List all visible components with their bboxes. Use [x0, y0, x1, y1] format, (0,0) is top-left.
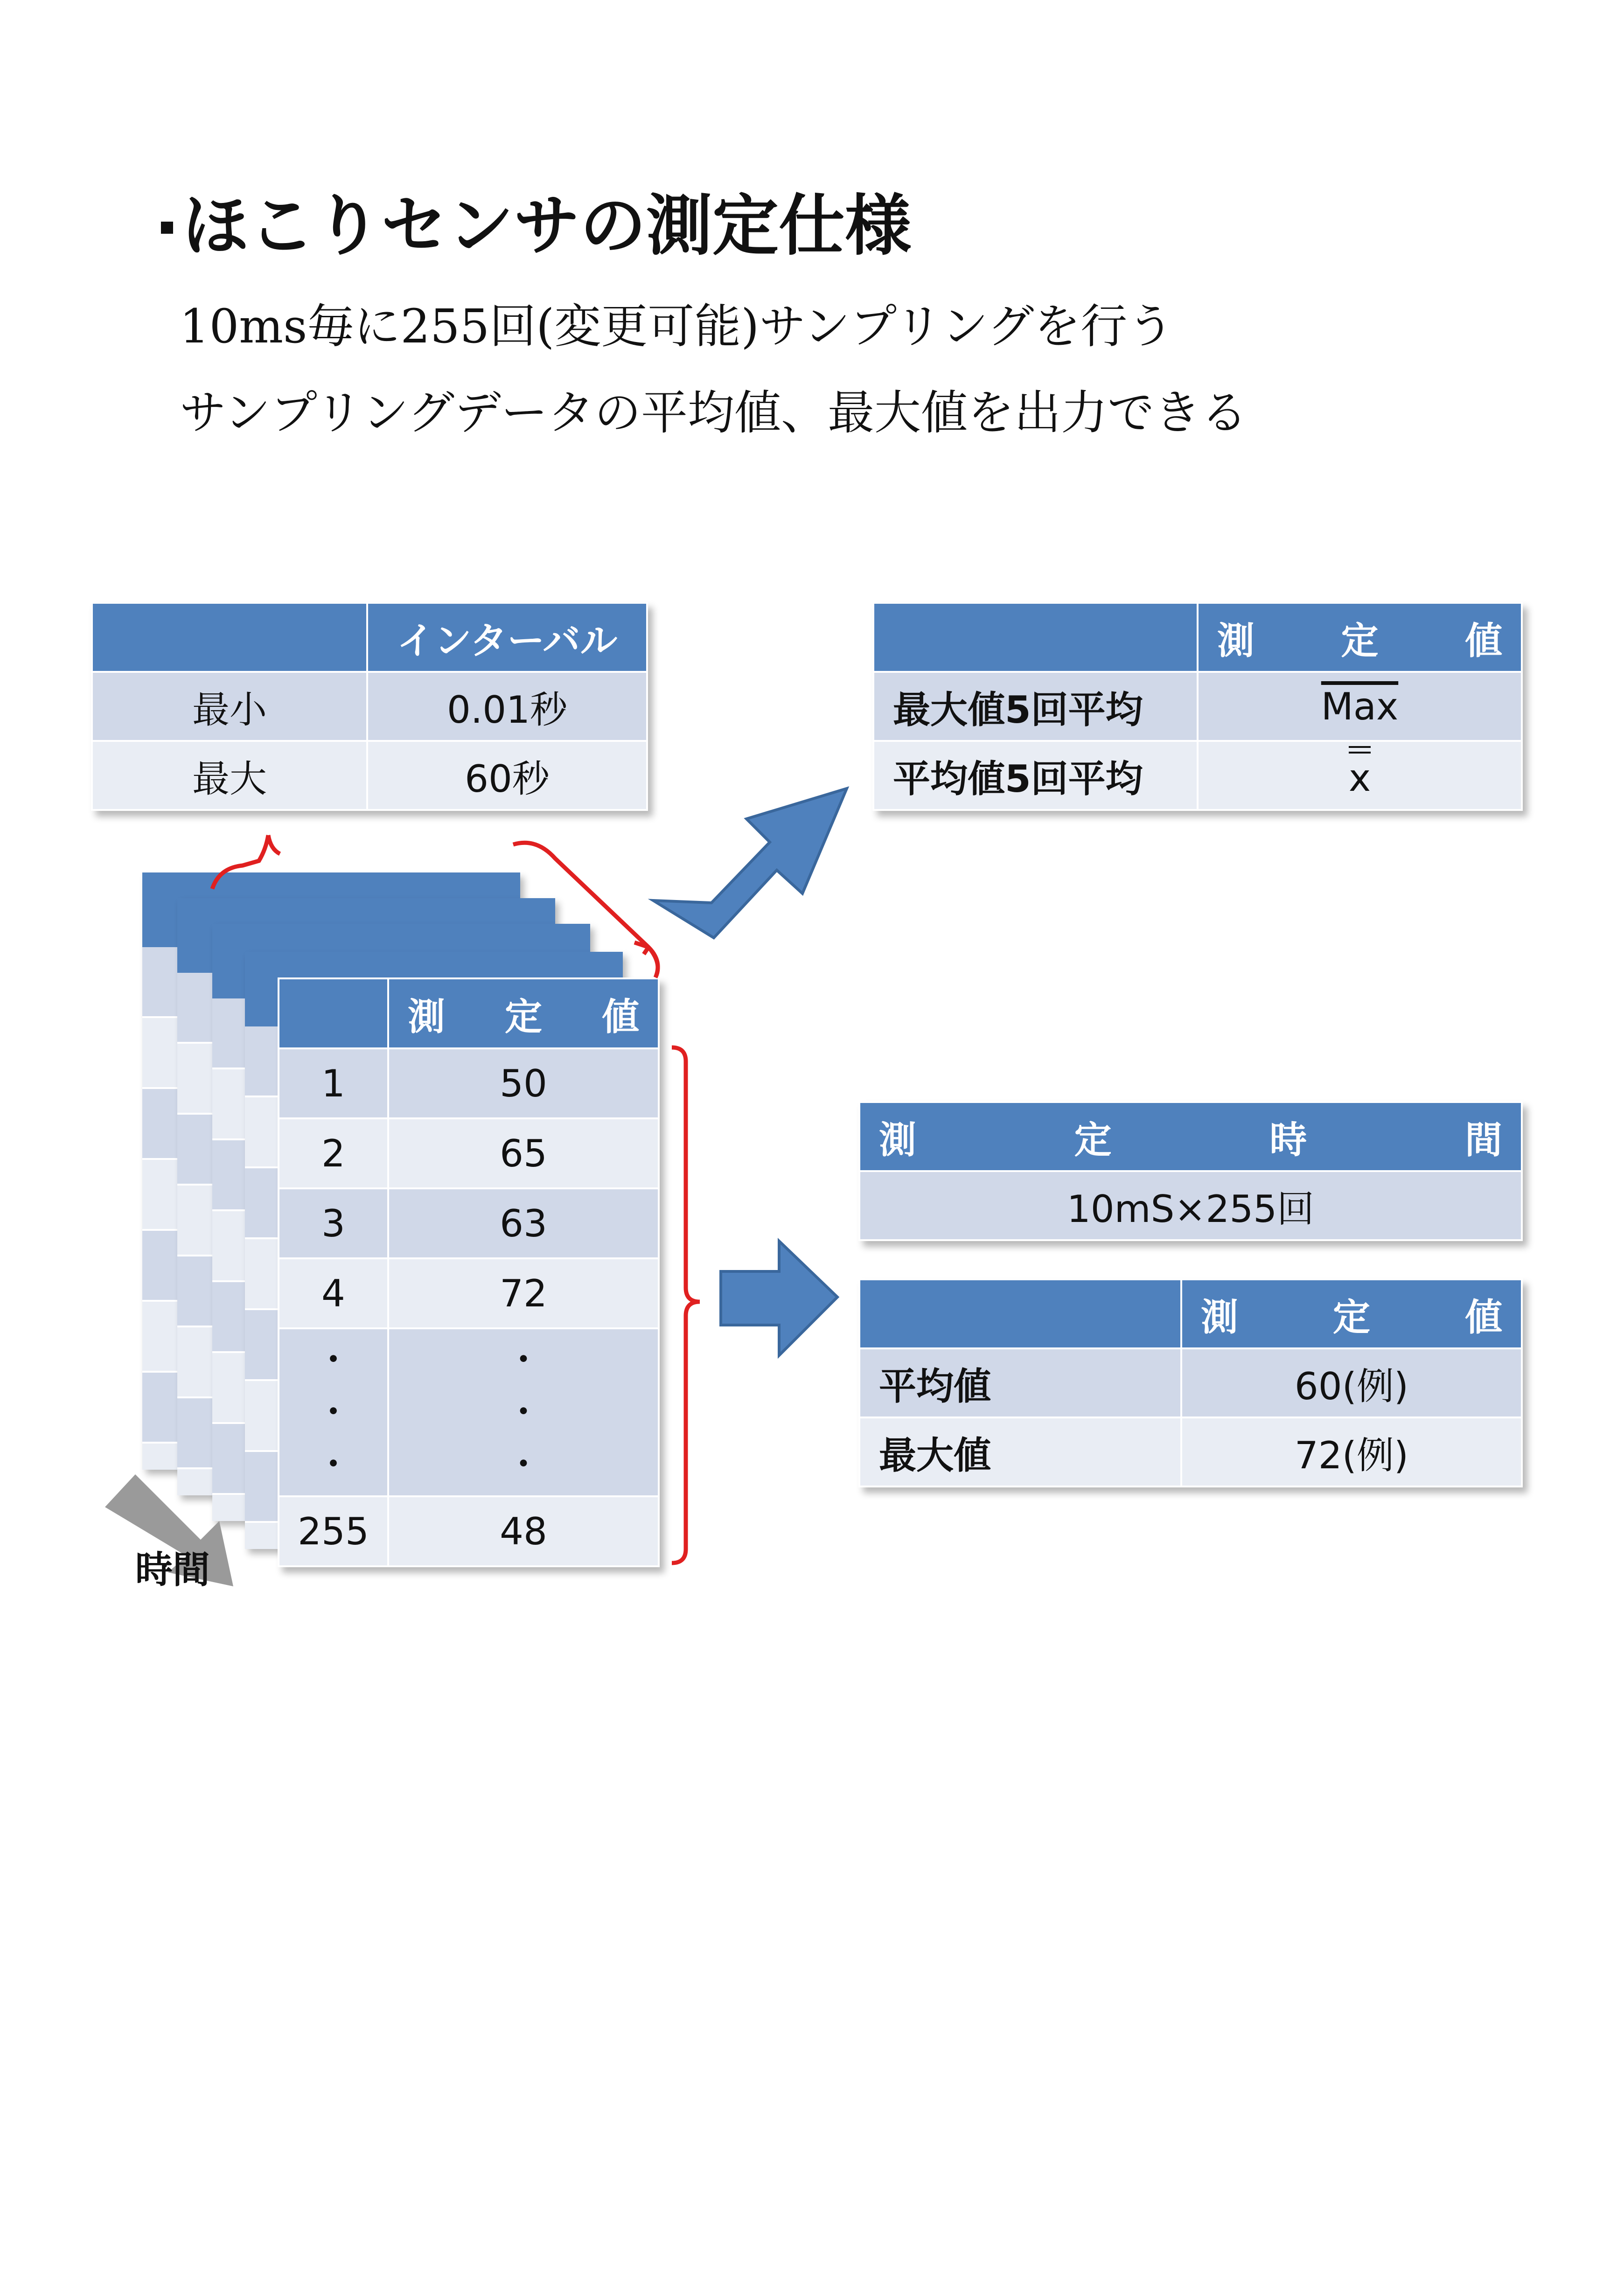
- interval-min-label: 最小: [92, 672, 367, 741]
- summary-mean-value: 60(例): [1181, 1348, 1522, 1417]
- diagonal-arrow-icon: [653, 789, 847, 938]
- result-max-avg-value: $\overline{Max}$: [1198, 672, 1522, 741]
- sample-value: 72: [388, 1258, 659, 1328]
- sample-index: 4: [279, 1258, 388, 1328]
- result-mean-avg-label: 平均値5回平均: [873, 741, 1198, 810]
- time-axis-label: 時間: [135, 1548, 210, 1591]
- sample-index: 255: [279, 1496, 388, 1566]
- summary-mean-label: 平均値: [859, 1348, 1181, 1417]
- interval-header: インターバル: [367, 603, 647, 672]
- sample-index: 1: [279, 1048, 388, 1118]
- interval-min-value: 0.01秒: [367, 672, 647, 741]
- right-arrow-icon: [721, 1241, 837, 1355]
- summary-max-value: 72(例): [1181, 1417, 1522, 1486]
- sample-ellipsis-value: ・ ・ ・: [388, 1328, 659, 1496]
- sample-header: 測 定 値: [388, 978, 659, 1048]
- description-line-1: 10ms毎に255回(変更可能)サンプリングを行う: [180, 299, 1174, 354]
- interval-max-label: 最大: [92, 741, 367, 810]
- interval-bracket-icon: [212, 835, 280, 889]
- summary-max-label: 最大値: [859, 1417, 1181, 1486]
- interval-max-value: 60秒: [367, 741, 647, 810]
- result-max-avg-label: 最大値5回平均: [873, 672, 1198, 741]
- time-header: 測 定 時 間: [859, 1102, 1522, 1171]
- summary-header: 測 定 値: [1181, 1279, 1522, 1348]
- sample-ellipsis-index: ・ ・ ・: [279, 1328, 388, 1496]
- sample-index: 3: [279, 1188, 388, 1258]
- sample-value: 63: [388, 1188, 659, 1258]
- page-title: ほこりセンサの測定仕様: [161, 187, 911, 266]
- sample-value: 65: [388, 1118, 659, 1188]
- sample-index: 2: [279, 1118, 388, 1188]
- sample-value: 50: [388, 1048, 659, 1118]
- samples-bracket-icon: [672, 1047, 700, 1563]
- result-mean-avg-value: x: [1198, 741, 1522, 810]
- time-value: 10mS×255回: [859, 1171, 1522, 1240]
- description-line-2: サンプリングデータの平均値、最大値を出力できる: [180, 385, 1248, 440]
- sheets-bracket-icon: [513, 843, 658, 977]
- sample-value: 48: [388, 1496, 659, 1566]
- result-header: 測 定 値: [1198, 603, 1522, 672]
